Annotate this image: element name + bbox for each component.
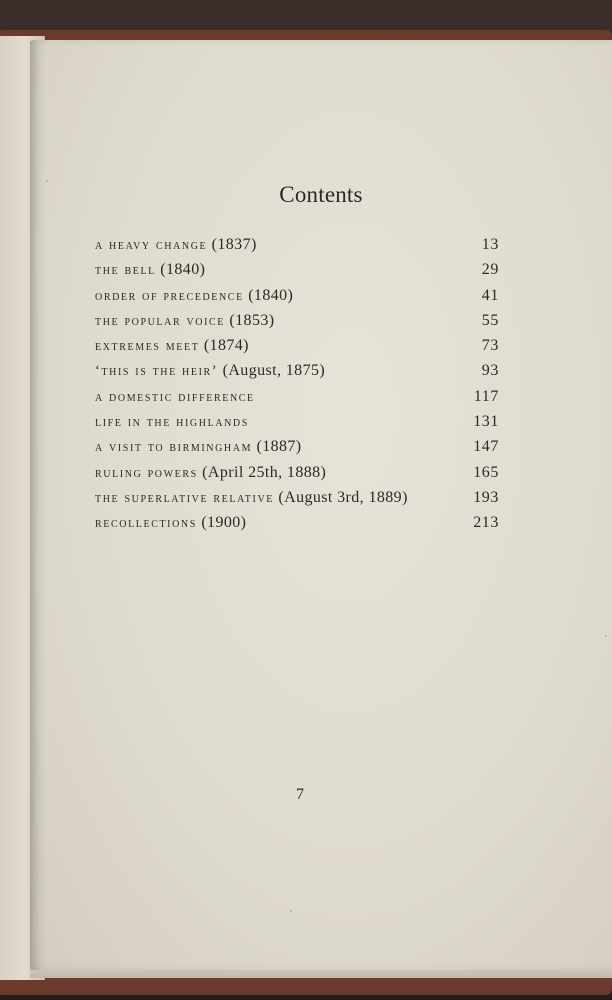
toc-entry [95, 232, 499, 257]
toc-entry-caps: extremes meet [95, 338, 200, 355]
toc-entry-page: 73 [481, 337, 499, 355]
toc-entry [95, 384, 499, 409]
toc-entry-page: 41 [481, 286, 499, 304]
toc-entry [95, 308, 499, 333]
toc-entry-page: 147 [473, 438, 499, 456]
toc-entry-title [95, 232, 257, 258]
toc-entry-page: 213 [473, 514, 499, 532]
toc-entry-page: 165 [473, 463, 499, 481]
toc-entry-title [95, 510, 246, 536]
toc-entry-page: 193 [473, 488, 499, 506]
toc-entry-caps: the popular voice [95, 312, 226, 329]
toc-entry-detail: (August, 1875) [222, 362, 326, 380]
toc-entry-title [95, 283, 293, 309]
toc-entry-caps: ruling powers [95, 464, 198, 481]
toc-entry-title [95, 257, 205, 283]
page-number: 7 [296, 786, 304, 803]
toc-entry-title [95, 358, 325, 384]
toc-entry-detail: (1840) [160, 261, 206, 279]
toc-entry [95, 510, 499, 535]
toc-entry-caps: the bell [95, 262, 156, 279]
toc-entry-title [95, 460, 326, 486]
toc-entry-page: 29 [481, 261, 499, 279]
toc-entry-title [95, 308, 274, 334]
toc-entry-title [95, 384, 255, 410]
toc-entry-detail: (1853) [229, 311, 275, 329]
paper-speck [605, 635, 607, 637]
toc-entry-caps: a domestic difference [95, 388, 255, 405]
toc-entry [95, 333, 499, 358]
toc-entry-caps: order of precedence [95, 287, 244, 304]
toc-entry-page: 93 [481, 362, 499, 380]
toc-entry-title [95, 485, 408, 511]
table-of-contents [95, 232, 499, 536]
toc-entry-title [95, 434, 302, 460]
page-title: Contents [279, 182, 363, 207]
toc-entry-detail: (August 3rd, 1889) [278, 488, 408, 506]
toc-entry-caps: a visit to birmingham [95, 439, 253, 456]
toc-entry-caps: ‘this is the heir’ [95, 363, 219, 380]
toc-entry-caps: life in the highlands [95, 414, 249, 431]
toc-entry-detail: (1900) [201, 514, 247, 532]
toc-entry [95, 283, 499, 308]
toc-entry [95, 358, 499, 383]
toc-entry [95, 434, 499, 459]
toc-entry [95, 257, 499, 282]
toc-entry-caps: the superlative relative [95, 489, 274, 506]
toc-entry-caps: a heavy change [95, 237, 208, 253]
toc-entry-detail: (1874) [203, 337, 249, 355]
paper-speck [290, 910, 292, 912]
toc-entry [95, 409, 499, 434]
toc-entry-page: 13 [481, 236, 499, 253]
toc-entry [95, 485, 499, 510]
toc-entry-title [95, 333, 249, 359]
toc-entry-detail: (April 25th, 1888) [202, 463, 327, 481]
toc-entry-title [95, 409, 249, 435]
toc-entry-detail: (1840) [248, 286, 294, 304]
toc-entry-caps: recollections [95, 515, 197, 532]
toc-entry-detail: (1837) [211, 236, 257, 253]
toc-entry-page: 117 [473, 387, 499, 405]
toc-entry-detail: (1887) [256, 438, 302, 456]
toc-entry-page: 131 [473, 413, 499, 431]
toc-entry-page: 55 [481, 311, 499, 329]
toc-entry [95, 460, 499, 485]
